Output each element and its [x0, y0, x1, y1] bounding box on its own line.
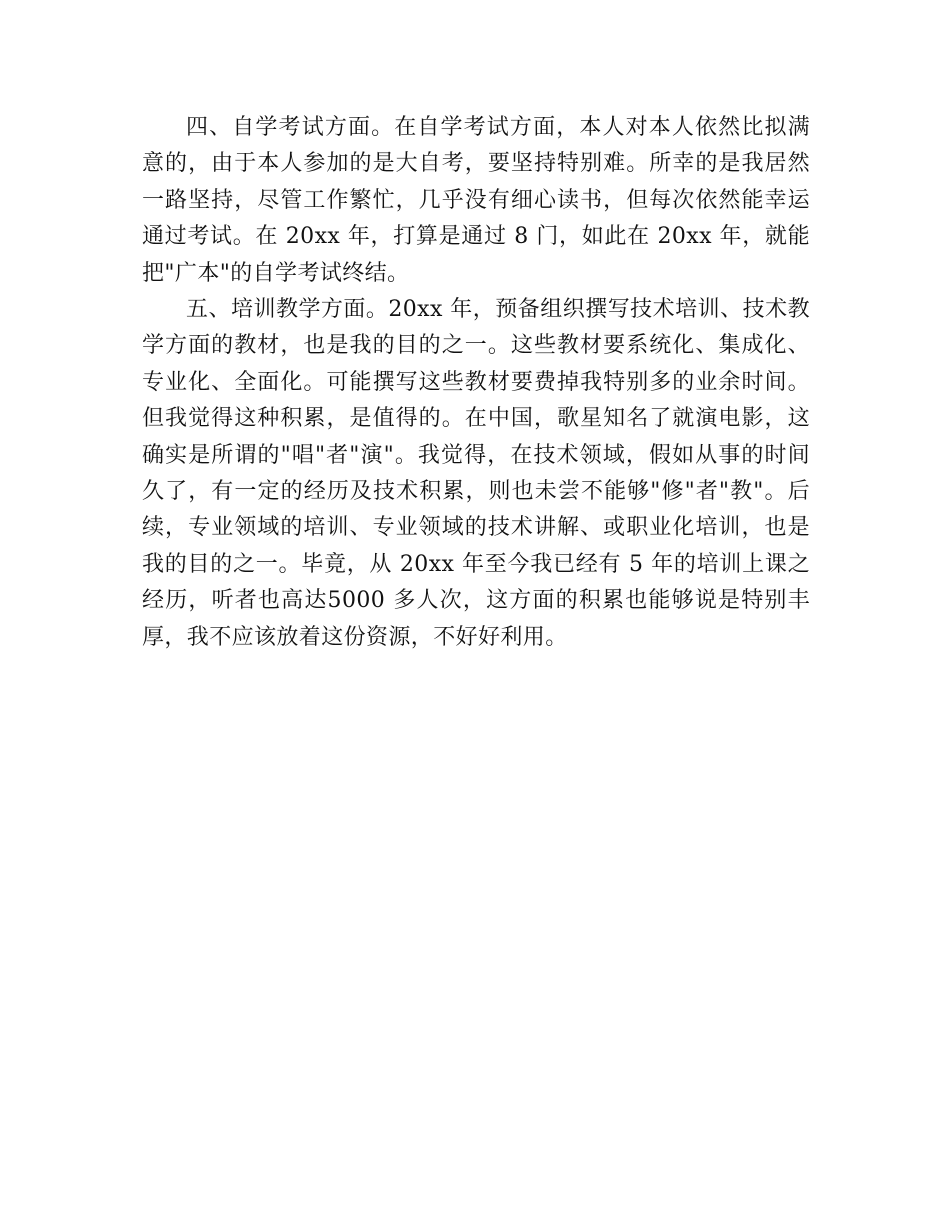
document-body: [142, 110, 810, 656]
paragraph-training-teaching: 五、培训教学方面。20xx 年，预备组织撰写技术培训、技术教学方面的教材，也是我的目的之一。这些教材要系统化、集成化、专业化、全面化。可能撰写这些教材要费掉我特别多的业余时间。但我觉得这种积累，是值得的。在中国，歌星知名了就演电影，这确实是所谓的"唱"者"演"。我觉得，在技术领域，假如从事的时间久了，有一定的经历及技术积累，则也未尝不能够"修"者"教"。后续，专业领域的培训、专业领域的技术讲解、或职业化培训，也是我的目的之一。毕竟，从 20xx 年至今我已经有 5 年的培训上课之经历，听者也高达5000 多人次，这方面的积累也能够说是特别丰厚，我不应该放着这份资源，不好好利用。: [142, 297, 810, 650]
paragraph-self-study-exam: 四、自学考试方面。在自学考试方面，本人对本人依然比拟满意的，由于本人参加的是大自考，要坚持特别难。所幸的是我居然一路坚持，尽管工作繁忙，几乎没有细心读书，但每次依然能幸运通过考试。在 20xx 年，打算是通过 8 门，如此在 20xx 年，就能把"广本"的自学考试终结。: [142, 115, 810, 286]
